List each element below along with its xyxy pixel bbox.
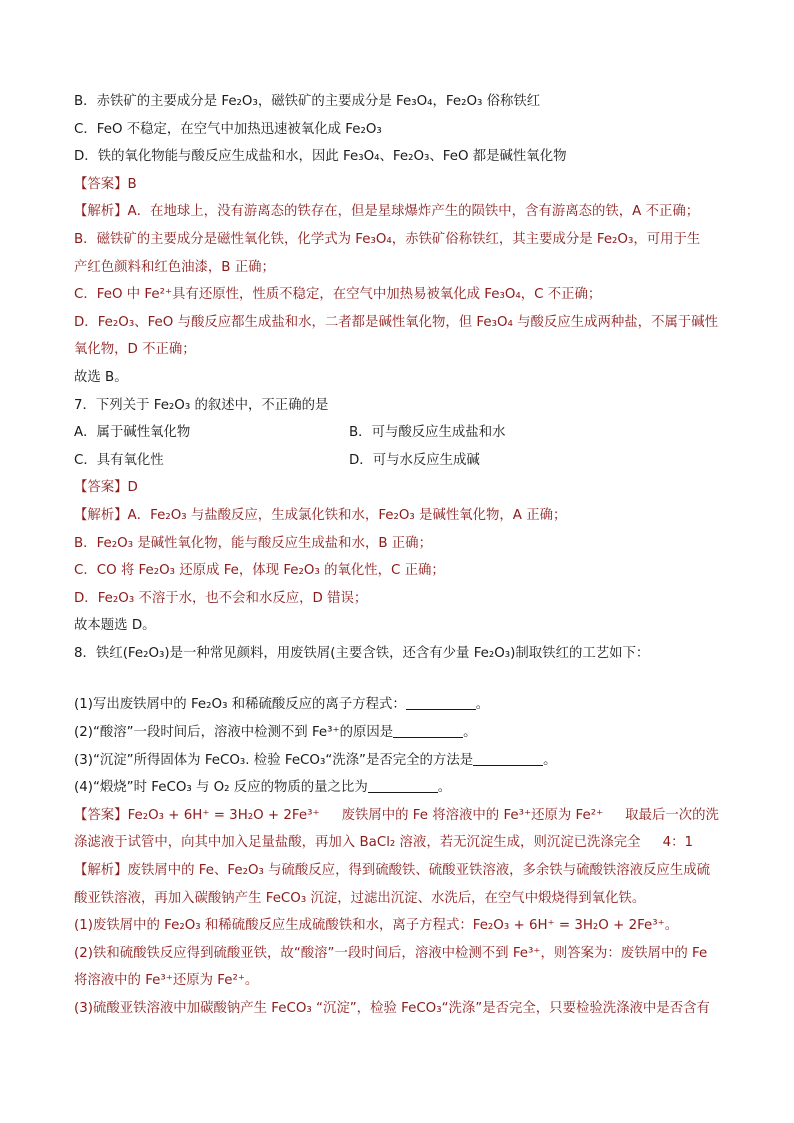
q8-answer-1: Fe₂O₃ + 6H⁺ = 3H₂O + 2Fe³⁺ bbox=[127, 807, 320, 823]
q6-option-b: B．赤铁矿的主要成分是 Fe₂O₃，磁铁矿的主要成分是 Fe₃O₄，Fe₂O₃ 俗称铁红 bbox=[74, 94, 541, 109]
q8-answer-3: 取最后一次的洗 bbox=[625, 807, 719, 823]
q8-analysis-line: 酸亚铁溶液，再加入碳酸钠产生 FeCO₃ 沉淀，过滤出沉淀、水洗后，在空气中煅烧得到氧化铁。 bbox=[74, 890, 646, 906]
q7-analysis-line: D．Fe₂O₃ 不溶于水，也不会和水反应，D 错误； bbox=[74, 590, 368, 606]
q7-option-a: A．属于碱性氧化物 bbox=[74, 425, 191, 441]
q6-option-d: D．铁的氧化物能与酸反应生成盐和水，因此 Fe₃O₄、Fe₂O₃、FeO 都是碱性氧化物 bbox=[74, 149, 567, 165]
answer-blank bbox=[368, 778, 438, 793]
document-page bbox=[74, 88, 734, 1023]
q7-conclusion: 故本题选 D。 bbox=[74, 618, 156, 634]
q6-analysis-line: C．FeO 中 Fe²⁺具有还原性，性质不稳定，在空气中加热易被氧化成 Fe₃O₄，C 不正确； bbox=[74, 287, 602, 303]
q8-subquestion bbox=[74, 747, 734, 775]
q8-analysis-line: (2)铁和硫酸铁反应得到硫酸亚铁，故“酸溶”一段时间后，溶液中检测不到 Fe³⁺，则答案为：废铁屑中的 Fe bbox=[74, 945, 708, 961]
q8-answer-label: 【答案】 bbox=[74, 807, 128, 823]
q7-option-d: D．可与水反应生成碱 bbox=[349, 452, 480, 468]
q6-analysis-line: D．Fe₂O₃、FeO 与酸反应都生成盐和水，二者都是碱性氧化物，但 Fe₃O₄ 与酸反应生成两种盐，不属于碱性 bbox=[74, 314, 719, 330]
q7-answer: 【答案】D bbox=[74, 480, 138, 496]
process-diagram-placeholder bbox=[74, 667, 734, 691]
q8-subquestion bbox=[74, 719, 734, 747]
q8-subquestion-end: 。 bbox=[543, 752, 557, 768]
q7-analysis-line: 【解析】A．Fe₂O₃ 与盐酸反应，生成氯化铁和水，Fe₂O₃ 是碱性氧化物，A 正确； bbox=[74, 507, 567, 523]
q6-analysis-line: 氧化物，D 不正确； bbox=[74, 342, 196, 358]
q8-subquestion-text: (1)写出废铁屑中的 Fe₂O₃ 和稀硫酸反应的离子方程式： bbox=[74, 697, 406, 713]
answer-blank bbox=[473, 751, 543, 766]
q7-option-c: C．具有氧化性 bbox=[74, 452, 164, 468]
q8-subquestion-text: (2)“酸溶”一段时间后，溶液中检测不到 Fe³⁺的原因是 bbox=[74, 725, 394, 741]
q8-subquestion bbox=[74, 691, 734, 719]
q8-answer-4: 4：1 bbox=[662, 835, 694, 851]
q7-option-b: B．可与酸反应生成盐和水 bbox=[349, 425, 506, 441]
q8-analysis-line: (1)废铁屑中的 Fe₂O₃ 和稀硫酸反应生成硫酸铁和水，离子方程式：Fe₂O₃ + 6H⁺ = 3H₂O + 2Fe³⁺。 bbox=[74, 918, 679, 934]
q6-analysis-line: 【解析】A．在地球上，没有游离态的铁存在，但是星球爆炸产生的陨铁中，含有游离态的铁，A 不正确； bbox=[74, 204, 700, 220]
q7-analysis-line: B．Fe₂O₃ 是碱性氧化物，能与酸反应生成盐和水，B 正确； bbox=[74, 535, 432, 551]
q7-analysis-line: C．CO 将 Fe₂O₃ 还原成 Fe，体现 Fe₂O₃ 的氧化性，C 正确； bbox=[74, 563, 445, 579]
q7-options-row bbox=[74, 447, 734, 475]
q8-subquestion-end: 。 bbox=[437, 780, 452, 796]
q7-options-row bbox=[74, 419, 734, 447]
q6-answer: 【答案】B bbox=[74, 176, 137, 192]
q7-stem: 7．下列关于 Fe₂O₃ 的叙述中，不正确的是 bbox=[74, 397, 329, 413]
q8-answer-line bbox=[74, 829, 734, 857]
q6-analysis-line: 产红色颜料和红色油漆，B 正确； bbox=[74, 259, 275, 275]
q8-subquestion-text: (4)“煅烧”时 FeCO₃ 与 O₂ 反应的物质的量之比为 bbox=[74, 780, 368, 796]
q6-analysis-line: B．磁铁矿的主要成分是磁性氧化铁，化学式为 Fe₃O₄，赤铁矿俗称铁红，其主要成分是 Fe₂O₃，可用于生 bbox=[74, 231, 701, 247]
q8-subquestion-end: 。 bbox=[475, 697, 490, 713]
q8-stem: 8．铁红(Fe₂O₃)是一种常见颜料，用废铁屑(主要含铁，还含有少量 Fe₂O₃)制取铁红的工艺如下： bbox=[74, 645, 650, 661]
q8-analysis-line: (3)硫酸亚铁溶液中加碳酸钠产生 FeCO₃ “沉淀”，检验 FeCO₃“洗涤”是否完全，只要检验洗涤液中是否含有 bbox=[74, 1001, 710, 1016]
q8-answer-3-cont: 涤滤液于试管中，向其中加入足量盐酸，再加入 BaCl₂ 溶液，若无沉淀生成，则沉淀已洗涤完全 bbox=[74, 835, 641, 851]
q8-analysis-line: 将溶液中的 Fe³⁺还原为 Fe²⁺。 bbox=[74, 973, 259, 989]
q6-option-c: C．FeO 不稳定，在空气中加热迅速被氧化成 Fe₂O₃ bbox=[74, 121, 382, 137]
q6-conclusion: 故选 B。 bbox=[74, 369, 128, 385]
q8-analysis-line: 【解析】废铁屑中的 Fe、Fe₂O₃ 与硫酸反应，得到硫酸铁、硫酸亚铁溶液，多余铁与硫酸铁溶液反应生成硫 bbox=[74, 863, 710, 879]
q8-subquestion bbox=[74, 774, 734, 802]
q8-answer-line bbox=[74, 802, 734, 830]
answer-blank bbox=[393, 723, 463, 738]
answer-blank bbox=[406, 695, 476, 710]
q8-subquestion-text: (3)“沉淀”所得固体为 FeCO₃. 检验 FeCO₃“洗涤”是否完全的方法是 bbox=[74, 752, 474, 768]
q8-subquestion-end: 。 bbox=[463, 725, 477, 741]
q8-answer-2: 废铁屑中的 Fe 将溶液中的 Fe³⁺还原为 Fe²⁺ bbox=[341, 807, 604, 823]
